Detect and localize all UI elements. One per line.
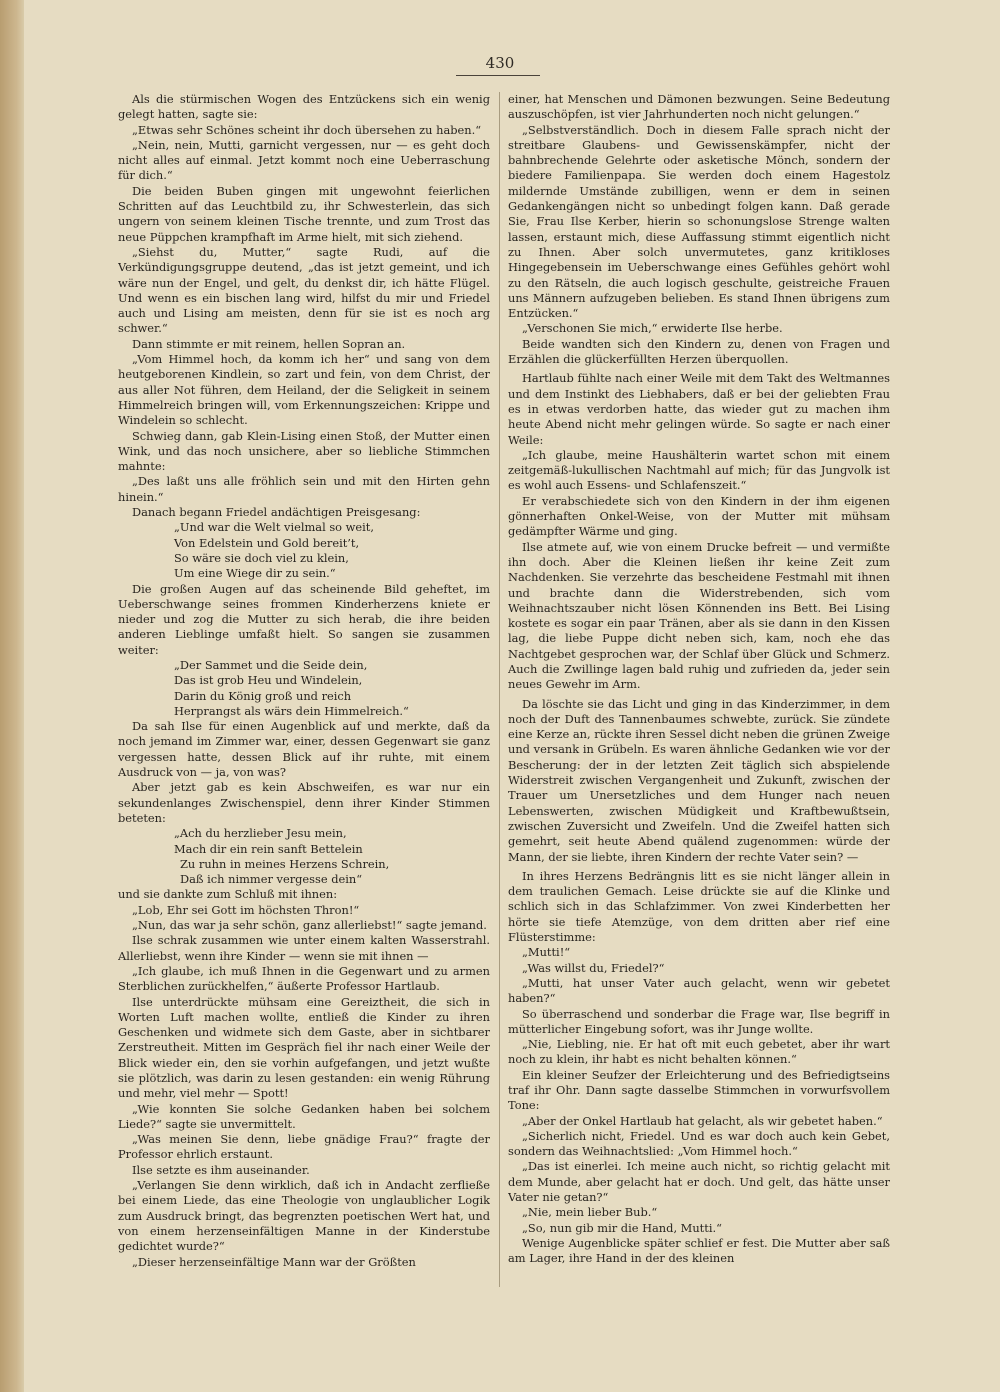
paragraph: Dann stimmte er mit reinem, hellen Sopran an.	[132, 336, 406, 351]
paragraph: „Ich glaube, ich muß Ihnen in die Gegenwart und zu armen Sterblichen zurückhelfen,“ äußerte Professor Hartlaub.	[118, 963, 490, 994]
verse-line: Darin du König groß und reich	[174, 688, 352, 703]
paragraph: „Was willst du, Friedel?“	[522, 960, 665, 975]
book-spine	[0, 0, 24, 1392]
page-number: 430	[485, 54, 515, 72]
paragraph: „Nie, mein lieber Bub.“	[522, 1205, 658, 1220]
paragraph: Danach begann Friedel andächtigen Preisgesang:	[132, 505, 421, 520]
verse-line: „Und war die Welt vielmal so weit,	[174, 520, 374, 535]
paragraph: Ilse setzte es ihm auseinander.	[132, 1162, 310, 1177]
verse-line: So wäre sie doch viel zu klein,	[174, 550, 349, 565]
paragraph: Ilse unterdrückte mühsam eine Gereiztheit, die sich in Worten Luft machen wollte, entließ die Kinder zu ihren Geschenken und widmete sich dem Gaste, aber in sichtbarer Zerstreutheit. Mitten im Gespräch fiel ihr nach einer Weile der Blick wieder ein, den sie vorhin aufgefangen, und jetzt wußte sie plötzlich, was darin zu lesen gestanden: ein wenig Rührung und mehr, viel mehr — Spott!	[118, 994, 490, 1101]
paragraph: „Mutti!“	[522, 945, 571, 960]
paragraph: „Aber der Onkel Hartlaub hat gelacht, als wir gebetet haben.“	[522, 1113, 883, 1128]
paragraph: einer, hat Menschen und Dämonen bezwungen. Seine Bedeutung auszuschöpfen, ist vier Jahrhunderten noch nicht gelungen.“	[508, 92, 890, 122]
paragraph: Als die stürmischen Wogen des Entzückens sich ein wenig gelegt hatten, sagte sie:	[118, 92, 490, 122]
right-text-column	[508, 92, 890, 1287]
paragraph: „Siehst du, Mutter,“ sagte Rudi, auf die Verkündigungsgruppe deutend, „das ist jetzt gemeint, und ich wäre nun der Engel, und gelt, du denkst dir, ich hätte Flügel. Und wenn es ein bischen lang wird, hilfst du mir und Friedel auch und Lising am meisten, denn für sie ist es noch arg schwer.“	[118, 244, 490, 336]
paragraph: „Sicherlich nicht, Friedel. Und es war doch auch kein Gebet, sondern das Weihnachtslied: „Vom Himmel hoch.“	[508, 1128, 890, 1159]
paragraph: Ilse schrak zusammen wie unter einem kalten Wasserstrahl. Allerliebst, wenn ihre Kinder — wenn sie mit ihnen —	[118, 933, 490, 963]
paragraph: „Mutti, hat unser Vater auch gelacht, wenn wir gebetet haben?“	[508, 975, 890, 1006]
paragraph: Wenige Augenblicke später schlief er fest. Die Mutter aber saß am Lager, ihre Hand in der des kleinen	[508, 1235, 890, 1266]
paragraph: „Was meinen Sie denn, liebe gnädige Frau?“ fragte der Professor ehrlich erstaunt.	[118, 1132, 490, 1162]
paragraph: Hartlaub fühlte nach einer Weile mit dem Takt des Weltmannes und dem Instinkt des Liebhabers, daß er bei der geliebten Frau es in etwas verdorben hatte, das wieder gut zu machen ihm heute Abend nicht mehr gelingen würde. So sagte er nach einer Weile:	[508, 371, 890, 447]
paragraph: „Nun, das war ja sehr schön, ganz allerliebst!“ sagte jemand.	[132, 918, 487, 933]
paragraph: Die großen Augen auf das scheinende Bild geheftet, im Ueberschwange seines frommen Kinderherzens kniete er nieder und zog die Mutter zu sich herab, die ihre beiden anderen Lieblinge umfaßt hielt. So sangen sie zusammen weiter:	[118, 581, 490, 657]
verse-line: „Der Sammet und die Seide dein,	[174, 657, 368, 672]
paragraph: „Verschonen Sie mich,“ erwiderte Ilse herbe.	[522, 321, 783, 336]
paragraph: Schwieg dann, gab Klein-Lising einen Stoß, der Mutter einen Wink, und das noch unsichere, aber so liebliche Stimmchen mahnte:	[118, 428, 490, 474]
paragraph: „Verlangen Sie denn wirklich, daß ich in Andacht zerfließe bei einem Liede, das eine Theologie von unglaublicher Logik zum Ausdruck bringt, das begrenzten poetischen Wert hat, und von einem herzenseinfältigen Manne in der Kinderstube gedichtet wurde?“	[118, 1178, 490, 1254]
paragraph: „Lob, Ehr sei Gott im höchsten Thron!“	[132, 902, 360, 917]
paragraph: „Dieser herzenseinfältige Mann war der Größten	[132, 1254, 416, 1269]
verse-line: Zu ruhn in meines Herzens Schrein,	[180, 856, 390, 871]
paragraph: „Das ist einerlei. Ich meine auch nicht, so richtig gelacht mit dem Munde, aber gelacht hat er doch. Und gelt, das hätte unser Vater nie getan?“	[508, 1159, 890, 1205]
paragraph: Er verabschiedete sich von den Kindern in der ihm eigenen gönnerhaften Onkel-Weise, von der Mutter mit mühsam gedämpfter Wärme und ging.	[508, 493, 890, 539]
verse-line: Von Edelstein und Gold bereit’t,	[174, 535, 360, 550]
verse-line: Um eine Wiege dir zu sein.“	[174, 566, 336, 581]
paragraph: und sie dankte zum Schluß mit ihnen:	[118, 887, 338, 902]
paragraph: Ilse atmete auf, wie von einem Drucke befreit — und vermißte ihn doch. Aber die Kleinen ließen ihr keine Zeit zum Nachdenken. Sie verzehrte das bescheidene Festmahl mit ihnen und brachte dann die Widerstrebenden, sich vom Weihnachtszauber nicht lösen Könnenden ins Bett. Bei Lising kostete es sogar ein paar Tränen, aber als sie dann in den Kissen lag, die liebe Puppe dicht neben sich, kam, noch ehe das Nachtgebet gesprochen war, der Schlaf über Glück und Schmerz. Auch die Zwillinge lagen bald ruhig und zufrieden da, jeder sein neues Gewehr im Arm.	[508, 539, 890, 692]
paragraph: Ein kleiner Seufzer der Erleichterung und des Befriedigtseins traf ihr Ohr. Dann sagte dasselbe Stimmchen in vorwurfsvollem Tone:	[508, 1067, 890, 1113]
verse-block	[174, 826, 490, 887]
verse-line: Mach dir ein rein sanft Bettelein	[174, 841, 363, 856]
left-text-column	[118, 92, 490, 1287]
paragraph: „So, nun gib mir die Hand, Mutti.“	[522, 1220, 722, 1235]
verse-line: „Ach du herzlieber Jesu mein,	[174, 826, 347, 841]
page-number-rule	[456, 75, 540, 76]
paragraph: Beide wandten sich den Kindern zu, denen von Fragen und Erzählen die glückerfüllten Herzen überquollen.	[508, 336, 890, 367]
verse-line: Das ist grob Heu und Windelein,	[174, 673, 363, 688]
paragraph: Aber jetzt gab es kein Abschweifen, es war nur ein sekundenlanges Zwischenspiel, denn ihrer Kinder Stimmen beteten:	[118, 780, 490, 825]
paragraph: So überraschend und sonderbar die Frage war, Ilse begriff in mütterlicher Eingebung sofort, was ihr Junge wollte.	[508, 1006, 890, 1036]
column-divider	[499, 92, 500, 1287]
paragraph: „Etwas sehr Schönes scheint ihr doch übersehen zu haben.“	[132, 122, 482, 137]
paragraph: „Nein, nein, Mutti, garnicht vergessen, nur — es geht doch nicht alles auf einmal. Jetzt kommt noch eine Ueberraschung für dich.“	[118, 137, 490, 183]
verse-block	[174, 658, 490, 719]
paragraph: „Wie konnten Sie solche Gedanken haben bei solchem Liede?“ sagte sie unvermittelt.	[118, 1101, 490, 1131]
paragraph: „Vom Himmel hoch, da komm ich her“ und sang von dem heutgeborenen Kindlein, so zart und fein, von dem Christ, der aus aller Not führen, dem Heiland, der die Seligkeit in seinem Himmelreich bringen will, vom Erkennungszeichen: Krippe und Windelein so schlecht.	[118, 352, 490, 428]
paragraph: „Ich glaube, meine Haushälterin wartet schon mit einem zeitgemäß-lukullischen Nachtmahl auf mich; für das Jungvolk ist es wohl auch Essens- und Schlafenszeit.“	[508, 447, 890, 493]
paragraph: „Selbstverständlich. Doch in diesem Falle sprach nicht der streitbare Glaubens- und Gewissenskämpfer, nicht der bahnbrechende Gelehrte oder asketische Mönch, sondern der biedere Familienpapa. Sie werden doch einem Hagestolz mildernde Umstände zubilligen, wenn er dem in seinen Gedankengängen nicht so unbedingt folgen kann. Daß gerade Sie, Frau Ilse Kerber, hierin so schonungslose Strenge walten lassen, erstaunt mich, diese Auffassung stimmt eigentlich nicht zu Ihnen. Aber solch unvermutetes, ganz kritikloses Hingegebensein im Ueberschwange eines Gefühles gehört wohl zu den Rätseln, die auch logisch geschulte, geistreiche Frauen uns Männern aufzugeben belieben. Es stand Ihnen übrigens zum Entzücken.“	[508, 122, 890, 321]
paragraph: Da sah Ilse für einen Augenblick auf und merkte, daß da noch jemand im Zimmer war, einer, dessen Gegenwart sie ganz vergessen hatte, dessen Blick auf ihr ruhte, mit einem Ausdruck von — ja, von was?	[118, 719, 490, 780]
verse-line: Daß ich nimmer vergesse dein“	[180, 872, 363, 887]
paragraph: In ihres Herzens Bedrängnis litt es sie nicht länger allein in dem traulichen Gemach. Leise drückte sie auf die Klinke und schlich sich in das Schlafzimmer. Von zwei Kinderbetten her hörte sie tiefe Atemzüge, von dem dritten aber rief eine Flüsterstimme:	[508, 868, 890, 945]
paragraph: „Nie, Liebling, nie. Er hat oft mit euch gebetet, aber ihr wart noch zu klein, ihr habt es nicht behalten können.“	[508, 1037, 890, 1067]
verse-block	[174, 520, 490, 581]
paragraph: Die beiden Buben gingen mit ungewohnt feierlichen Schritten auf das Leuchtbild zu, ihr Schwesterlein, das sich ungern von seinem kleinen Tische trennte, und zum Trost das neue Püppchen krampfhaft im Arme hielt, mit sich ziehend.	[118, 183, 490, 244]
paragraph: Da löschte sie das Licht und ging in das Kinderzimmer, in dem noch der Duft des Tannenbaumes schwebte, zurück. Sie zündete eine Kerze an, rückte ihren Sessel dicht neben die grünen Zweige und versank in Grübeln. Es waren ähnliche Gedanken wie vor der Bescherung: der in der letzten Zeit täglich sich abspielende Widerstreit zwischen Vergangenheit und Zukunft, zwischen der Trauer um Unersetzliches und dem Hunger nach neuen Lebenswerten, zwischen Müdigkeit und Kraftbewußtsein, zwischen Zuversicht und Zweifeln. Und die Zweifel hatten sich gemehrt, seit heute Abend quälend zugenommen: würde der Mann, der sie liebte, ihren Kindern der rechte Vater sein? —	[508, 696, 890, 864]
paragraph: „Des laßt uns alle fröhlich sein und mit den Hirten gehn hinein.“	[118, 474, 490, 504]
verse-line: Herprangst als wärs dein Himmelreich.“	[174, 703, 409, 718]
